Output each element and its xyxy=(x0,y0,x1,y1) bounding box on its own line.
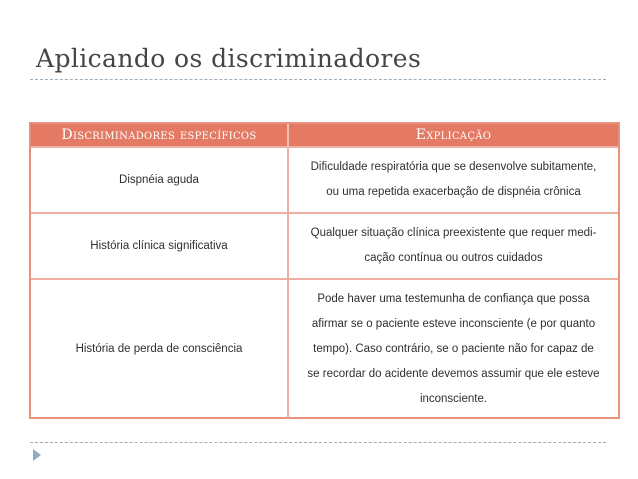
header-explanation: Explicação xyxy=(288,124,618,147)
explanation-line: afirmar se o paciente esteve inconsciente (e por quanto xyxy=(311,317,596,330)
table-row xyxy=(31,279,618,418)
explanation-line: Pode haver uma testemunha de confiança que possa xyxy=(317,292,590,305)
explanation-line: ou uma repetida exacerbação de dispnéia crônica xyxy=(326,186,581,198)
explanation-line: inconsciente. xyxy=(419,392,488,405)
triangle-bullet-icon xyxy=(33,449,41,461)
explanation-cell xyxy=(288,147,618,213)
explanation-line: Dificuldade respiratória que se desenvolve subitamente, xyxy=(310,161,597,173)
slide-title: Aplicando os discriminadores xyxy=(36,44,422,73)
discriminators-table xyxy=(29,122,620,419)
explanation-line: Qualquer situação clínica preexistente que requer medi- xyxy=(310,227,597,239)
header-discriminators: Discriminadores específicos xyxy=(31,124,288,147)
explanation-line: cação contínua ou outros cuidados xyxy=(364,252,543,264)
discriminator-cell: História clínica significativa xyxy=(31,213,288,279)
explanation-cell xyxy=(288,279,618,418)
explanation-line: tempo). Caso contrário, se o paciente não for capaz de xyxy=(313,342,594,355)
table-header-row xyxy=(31,124,618,147)
title-divider xyxy=(30,79,606,80)
discriminator-cell: História de perda de consciência xyxy=(31,279,288,418)
table-row xyxy=(31,213,618,279)
explanation-cell xyxy=(288,213,618,279)
footer-divider xyxy=(30,442,606,443)
table-row xyxy=(31,147,618,213)
explanation-line: se recordar do acidente devemos assumir que ele esteve xyxy=(307,367,600,380)
discriminator-cell: Dispnéia aguda xyxy=(31,147,288,213)
